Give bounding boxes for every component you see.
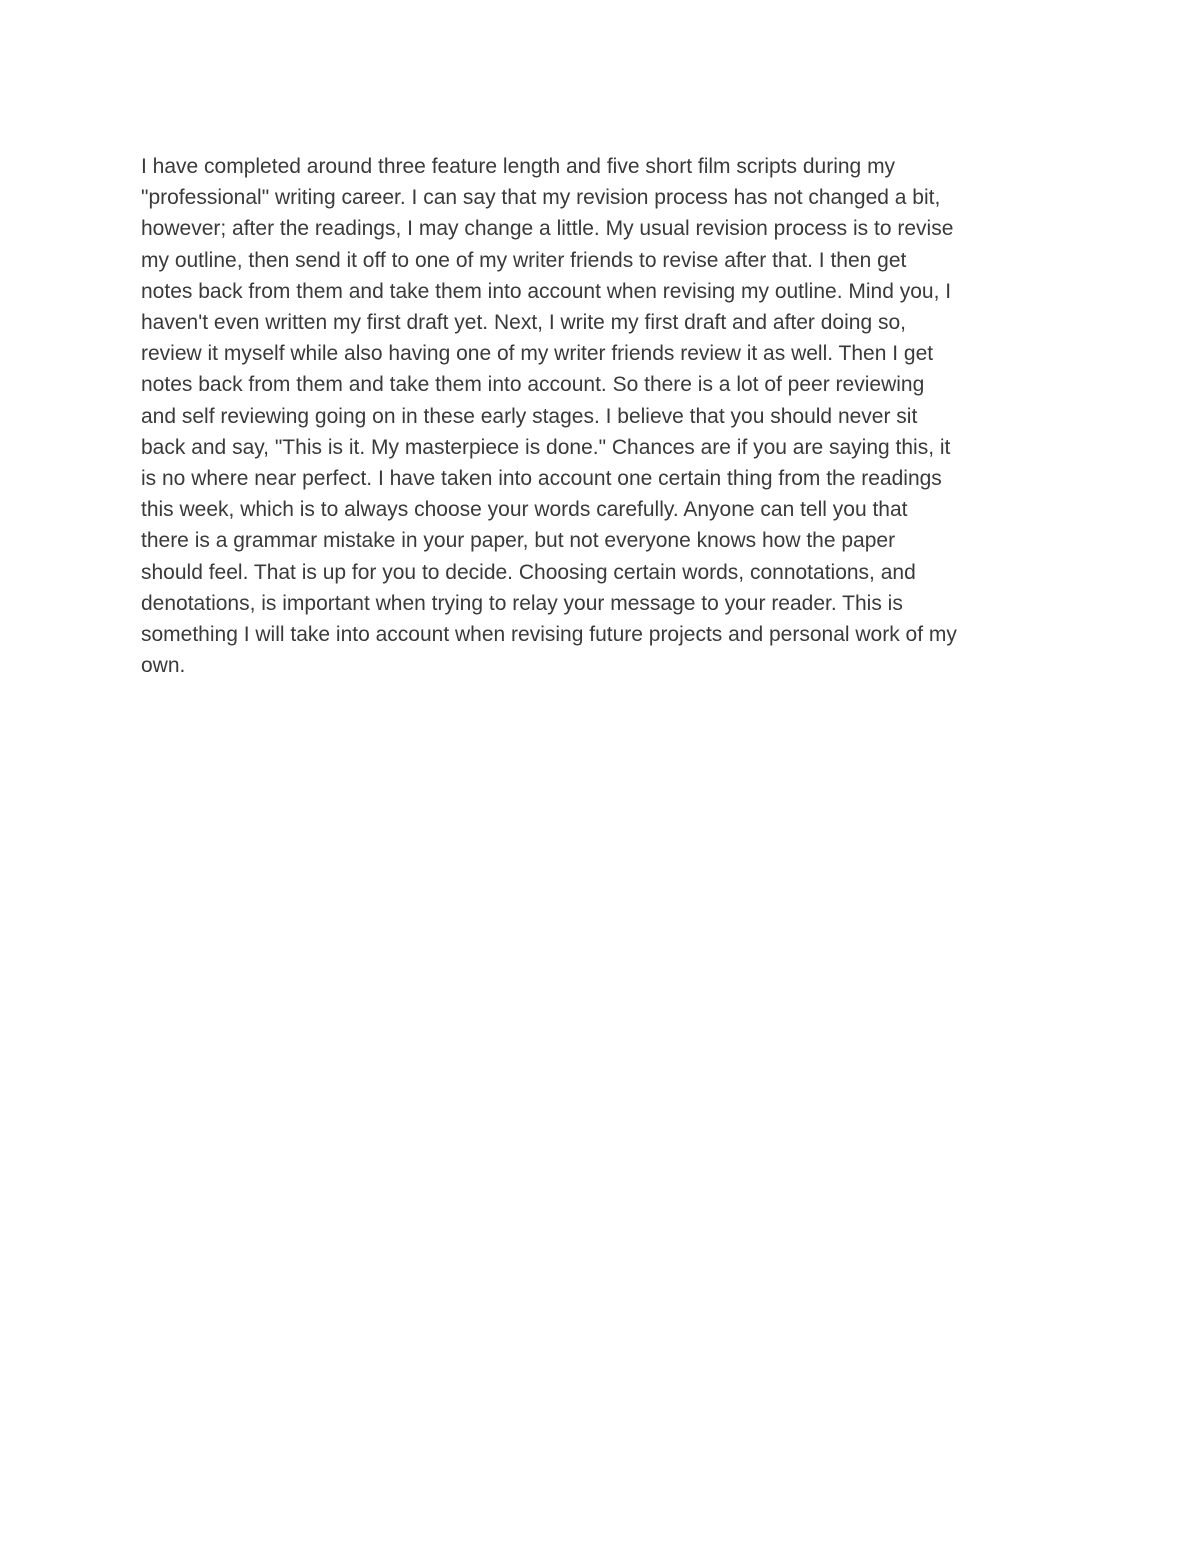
paragraph-line-1: I have completed around three feature length and five short film scripts during my (141, 155, 896, 178)
paragraph-line-10: back and say, "This is it. My masterpiece is done." Chances are if you are saying this, it (141, 435, 951, 459)
paragraph-line-5: notes back from them and take them into account when revising my outline. Mind you, I (141, 279, 952, 303)
paragraph-line-13: there is a grammar mistake in your paper, but not everyone knows how the paper (141, 529, 896, 553)
paragraph-line-12: this week, which is to always choose your words carefully. Anyone can tell you that (141, 498, 908, 522)
paragraph-line-11: is no where near perfect. I have taken into account one certain thing from the readings (141, 467, 942, 491)
paragraph-line-4: my outline, then send it off to one of my writer friends to revise after that. I then get (141, 248, 907, 272)
paragraph-line-6: haven't even written my first draft yet. Next, I write my first draft and after doing so, (141, 311, 906, 335)
paragraph-line-15: denotations, is important when trying to relay your message to your reader. This is (141, 591, 903, 615)
paragraph-line-14: should feel. That is up for you to decide. Choosing certain words, connotations, and (141, 560, 916, 584)
paragraph-line-17: own. (141, 654, 186, 678)
paragraph-line-8: notes back from them and take them into account. So there is a lot of peer reviewing (141, 373, 925, 397)
paragraph-line-7: review it myself while also having one of my writer friends review it as well. Then I get (141, 342, 934, 366)
paragraph-line-3: however; after the readings, I may change a little. My usual revision process is to revise (141, 217, 954, 241)
paragraph-line-2: "professional" writing career. I can say that my revision process has not changed a bit, (141, 186, 941, 210)
paragraph-line-9: and self reviewing going on in these early stages. I believe that you should never sit (141, 404, 918, 428)
body-paragraph (141, 151, 1081, 681)
paragraph-line-16: something I will take into account when revising future projects and personal work of my (141, 623, 957, 647)
